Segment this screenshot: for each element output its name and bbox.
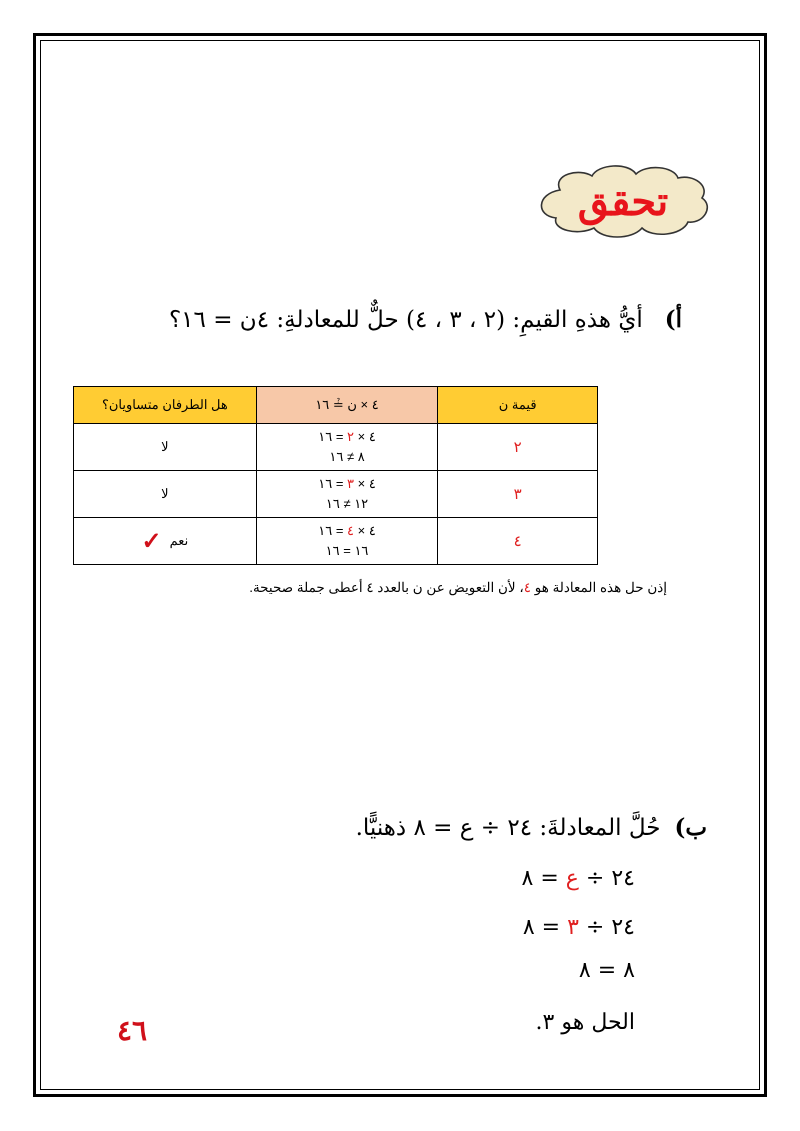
step-4-solution: الحل هو ٣. (535, 1010, 635, 1035)
check-badge (532, 160, 714, 242)
row-work (256, 518, 438, 565)
work-left: ٤ × (354, 429, 376, 444)
header-equal: هل الطرفان متساويان؟ (74, 387, 257, 424)
conclusion-value: ٤ (523, 580, 531, 595)
work-result: ٨ ≠ ١٦ (329, 449, 365, 464)
header-test: ٤ × ن ≟ ١٦ (256, 387, 438, 424)
work-left: ٤ × (354, 476, 376, 491)
badge-label: تحقق (577, 177, 669, 225)
step-2 (523, 915, 635, 940)
row-answer: لا (74, 424, 257, 471)
work-right: = ١٦ (318, 429, 348, 444)
conclusion-before: إذن حل هذه المعادلة هو (530, 580, 667, 595)
question-b (356, 814, 707, 841)
row-value: ٤ (438, 518, 598, 565)
work-result: ١٢ ≠ ١٦ (325, 496, 369, 511)
work-sub: ٤ (347, 523, 355, 538)
row-answer: لا (74, 471, 257, 518)
answer-text: نعم (169, 532, 189, 548)
step2-right: = ٨ (522, 915, 568, 940)
work-right: = ١٦ (318, 523, 348, 538)
conclusion-after: ، لأن التعويض عن ن بالعدد ٤ أعطى جملة صحيحة. (249, 580, 524, 595)
step-3: ٨ = ٨ (578, 958, 635, 983)
table-row (74, 518, 598, 565)
step1-left: ٢٤ ÷ (578, 866, 635, 891)
work-sub: ٣ (347, 476, 355, 491)
row-work (256, 424, 438, 471)
step2-left: ٢٤ ÷ (578, 915, 635, 940)
check-icon: ✓ (141, 527, 162, 555)
work-result: ١٦ = ١٦ (325, 543, 369, 558)
table-row (74, 424, 598, 471)
substitution-table (73, 386, 598, 565)
question-b-label: ب) (674, 814, 707, 841)
page-number: ٤٦ (117, 1014, 148, 1047)
row-work (256, 471, 438, 518)
step-1 (522, 866, 635, 891)
table-row (74, 471, 598, 518)
header-value: قيمة ن (438, 387, 598, 424)
work-sub: ٢ (347, 429, 355, 444)
question-a-label: أ) (664, 306, 682, 333)
question-a (169, 306, 682, 333)
work-left: ٤ × (354, 523, 376, 538)
conclusion-text (249, 580, 667, 596)
question-a-text: أيُّ هذهِ القيمِ: (٢ ، ٣ ، ٤) حلٌّ للمعادلةِ: ٤ن = ١٦؟ (168, 307, 643, 333)
row-value: ٢ (438, 424, 598, 471)
row-value: ٣ (438, 471, 598, 518)
table-header-row (74, 387, 598, 424)
step2-var: ٣ (567, 915, 579, 940)
work-right: = ١٦ (318, 476, 348, 491)
question-b-text: حُلَّ المعادلةَ: ٢٤ ÷ ع = ٨ ذهنيًّا. (355, 815, 661, 841)
row-answer (74, 518, 257, 565)
step1-right: = ٨ (521, 866, 566, 891)
step1-var: ع (565, 866, 579, 891)
